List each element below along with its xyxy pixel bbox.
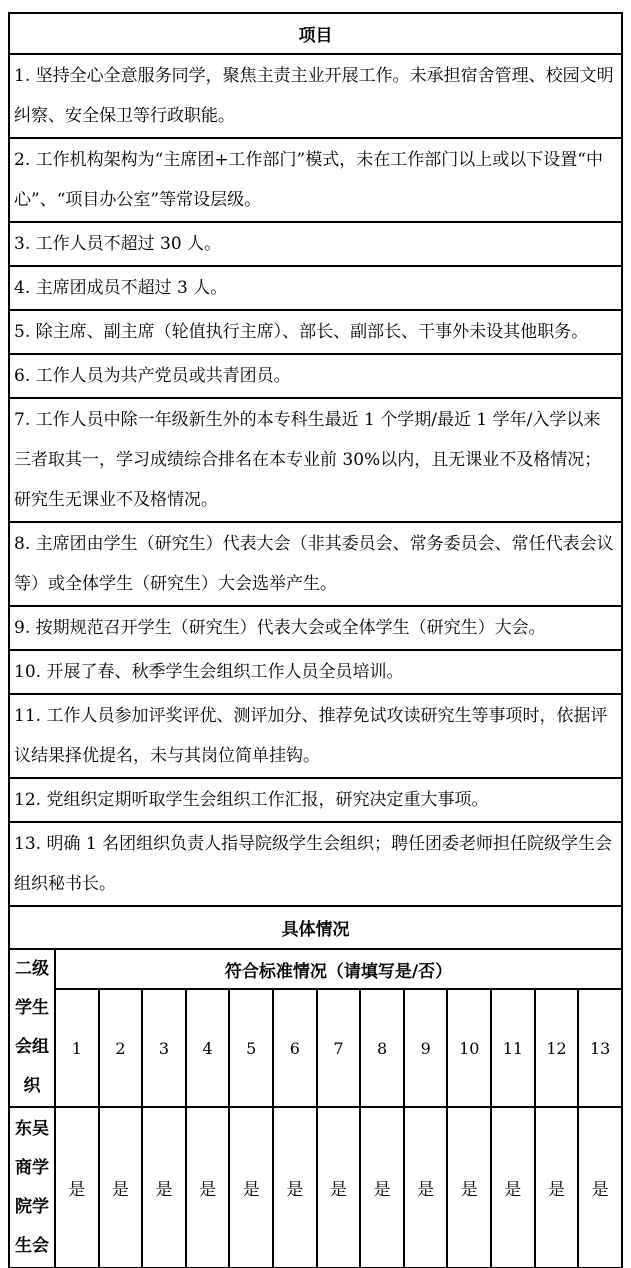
project-item-13: 13. 明确 1 名团组织负责人指导院级学生会组织；聘任团委老师担任院级学生会组织秘书长。	[9, 822, 622, 906]
project-item-12: 12. 党组织定期听取学生会组织工作汇报，研究决定重大事项。	[9, 778, 622, 822]
answer-cell-12[interactable]: 是	[535, 1107, 579, 1268]
project-section-header: 项目	[9, 13, 622, 54]
project-item-row	[9, 310, 622, 354]
criterion-number-11: 11	[491, 989, 535, 1107]
project-item-10: 10. 开展了春、秋季学生会组织工作人员全员培训。	[9, 650, 622, 694]
criterion-number-9: 9	[404, 989, 448, 1107]
project-item-row	[9, 266, 622, 310]
org-answer-row	[9, 1107, 622, 1268]
project-item-row	[9, 138, 622, 222]
answer-cell-6[interactable]: 是	[273, 1107, 317, 1268]
project-item-row	[9, 606, 622, 650]
answer-cell-2[interactable]: 是	[99, 1107, 143, 1268]
org-column-header: 二级学生会组织	[9, 949, 55, 1107]
project-item-7: 7. 工作人员中除一年级新生外的本专科生最近 1 个学期/最近 1 学年/入学以来三者取其一，学习成绩综合排名在本专业前 30%以内，且无课业不及格情况；研究生无课业不及格情况。	[9, 398, 622, 522]
answer-cell-11[interactable]: 是	[491, 1107, 535, 1268]
answer-cell-10[interactable]: 是	[447, 1107, 491, 1268]
project-item-2: 2. 工作机构架构为“主席团+工作部门”模式，未在工作部门以上或以下设置“中心”、“项目办公室”等常设层级。	[9, 138, 622, 222]
org-name: 东吴商学院学生会	[9, 1107, 55, 1268]
answer-cell-8[interactable]: 是	[360, 1107, 404, 1268]
answer-cell-13[interactable]: 是	[578, 1107, 622, 1268]
answer-cell-5[interactable]: 是	[229, 1107, 273, 1268]
project-header-row	[9, 13, 622, 54]
project-item-row	[9, 354, 622, 398]
criterion-number-row	[9, 989, 622, 1107]
answer-cell-1[interactable]: 是	[55, 1107, 99, 1268]
project-item-6: 6. 工作人员为共产党员或共青团员。	[9, 354, 622, 398]
project-item-5: 5. 除主席、副主席（轮值执行主席）、部长、副部长、干事外未设其他职务。	[9, 310, 622, 354]
criterion-number-5: 5	[229, 989, 273, 1107]
project-item-row	[9, 522, 622, 606]
criterion-number-12: 12	[535, 989, 579, 1107]
compliance-header-row	[9, 949, 622, 989]
criterion-number-10: 10	[447, 989, 491, 1107]
criterion-number-2: 2	[99, 989, 143, 1107]
project-item-row	[9, 778, 622, 822]
project-item-row	[9, 222, 622, 266]
evaluation-table	[8, 12, 623, 1268]
project-item-row	[9, 54, 622, 138]
criterion-number-3: 3	[142, 989, 186, 1107]
criterion-number-4: 4	[186, 989, 230, 1107]
answer-cell-9[interactable]: 是	[404, 1107, 448, 1268]
compliance-header: 符合标准情况（请填写是/否）	[55, 949, 622, 989]
project-item-11: 11. 工作人员参加评奖评优、测评加分、推荐免试攻读研究生等事项时，依据评议结果择优提名，未与其岗位简单挂钩。	[9, 694, 622, 778]
project-item-9: 9. 按期规范召开学生（研究生）代表大会或全体学生（研究生）大会。	[9, 606, 622, 650]
project-item-3: 3. 工作人员不超过 30 人。	[9, 222, 622, 266]
project-item-row	[9, 398, 622, 522]
criterion-number-1: 1	[55, 989, 99, 1107]
project-item-row	[9, 822, 622, 906]
project-item-4: 4. 主席团成员不超过 3 人。	[9, 266, 622, 310]
answer-cell-7[interactable]: 是	[317, 1107, 361, 1268]
criterion-number-8: 8	[360, 989, 404, 1107]
criterion-number-6: 6	[273, 989, 317, 1107]
answer-cell-3[interactable]: 是	[142, 1107, 186, 1268]
criterion-number-13: 13	[578, 989, 622, 1107]
criterion-number-7: 7	[317, 989, 361, 1107]
project-item-1: 1. 坚持全心全意服务同学，聚焦主责主业开展工作。未承担宿舍管理、校园文明纠察、安全保卫等行政职能。	[9, 54, 622, 138]
project-item-row	[9, 694, 622, 778]
project-item-8: 8. 主席团由学生（研究生）代表大会（非其委员会、常务委员会、常任代表会议等）或全体学生（研究生）大会选举产生。	[9, 522, 622, 606]
project-item-row	[9, 650, 622, 694]
answer-cell-4[interactable]: 是	[186, 1107, 230, 1268]
detail-section-header: 具体情况	[9, 906, 622, 949]
detail-header-row	[9, 906, 622, 949]
